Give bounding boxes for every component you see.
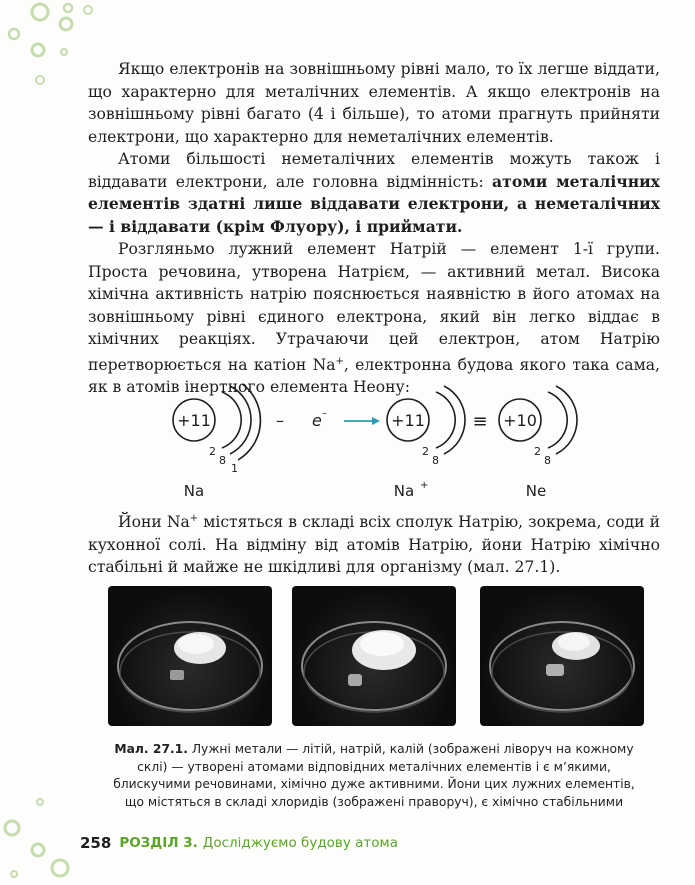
petri-dish-photo-lithium	[108, 586, 272, 726]
reaction-arrow	[344, 417, 380, 425]
ion-label: Na	[393, 482, 415, 500]
figure-caption	[104, 741, 644, 811]
key-statement: атоми металічних елементів здатні лише віддавати електрони, а неметалічних — і віддавати (крім Флуору), і приймати.	[88, 171, 660, 236]
decorative-dots-bottom	[0, 790, 80, 885]
sodium-ion	[387, 386, 465, 500]
shell-count: 2	[422, 445, 429, 458]
electron-charge: –	[322, 408, 327, 419]
ion-label-charge: +	[420, 480, 429, 491]
decorative-dots-top	[0, 0, 100, 100]
shell-count: 8	[219, 454, 226, 467]
sodium-charge: +11	[177, 411, 211, 430]
petri-dish-photo-sodium	[292, 586, 456, 726]
ion-charge: +11	[391, 411, 425, 430]
paragraph-2: Атоми більшості неметалічних елементів можуть також і віддавати електрони, але головна відмінність: атоми металічних елементів здатні лише віддавати електрони, а неметалічних — і віддавати (крім Флуору), і приймати.	[88, 150, 660, 236]
shell-count: 2	[534, 445, 541, 458]
paragraph-4: Йони Na+ містяться в складі всіх сполук Натрію, зокрема, соди й кухонної солі. На відміну від атомів Натрію, йони Натрію хімічно стабільні й майже не шкідливі для організму (мал. 27.1).	[88, 513, 660, 577]
caption-text: Лужні метали — літій, натрій, калій (зображені ліворуч на кожному склі) — утворені атомами відповідних металічних елементів і є м’якими, блискучими речовинами, хімічно дуже активними. Йони цих лужних елементів, що містяться в складі хлоридів (зображені праворуч), є хімічно стабільними	[113, 742, 635, 809]
page-number: 258	[80, 834, 112, 852]
figure-photos	[108, 586, 664, 726]
neon-atom	[499, 386, 577, 500]
body-text-after-diagram	[88, 508, 660, 579]
page-footer	[80, 832, 398, 854]
shell-count: 1	[231, 462, 238, 475]
figure-label: Мал. 27.1.	[114, 742, 188, 756]
sodium-label: Na	[183, 482, 205, 500]
paragraph-3: Розгляньмо лужний елемент Натрій — елемент 1-ї групи. Проста речовина, утворена Натрієм, — активний метал. Висока хімічна активність натрію пояснюється наявністю в його атомах на зовнішньому рівні єдиного електрона, який він легко віддає в хімічних реакціях. Утрачаючи цей електрон, атом Натрію перетворюється на катіон Na+, електронна будова якого така сама, як в атомів інертного елемента Неону:	[88, 240, 660, 397]
section-label: РОЗДІЛ 3.	[119, 835, 198, 851]
shell-count: 8	[432, 454, 439, 467]
section-title: Досліджуємо будову атома	[202, 835, 399, 851]
petri-dish-photo-potassium	[480, 586, 644, 726]
body-text	[88, 58, 660, 399]
equivalence-sign: ≡	[472, 411, 488, 432]
minus-sign: –	[276, 411, 284, 430]
electron-shell-diagram	[160, 384, 590, 502]
neon-charge: +10	[503, 411, 537, 430]
shell-count: 8	[544, 454, 551, 467]
paragraph-1: Якщо електронів на зовнішньому рівні мало, то їх легше віддати, що характерно для металічних елементів. А якщо електронів на зовнішньому рівні багато (4 і більше), то атоми прагнуть прийняти електрони, що характерно для неметалічних елементів.	[88, 60, 660, 146]
shell-count: 2	[209, 445, 216, 458]
sodium-atom	[173, 384, 260, 500]
neon-label: Ne	[525, 482, 547, 500]
electron-symbol: e	[312, 411, 322, 430]
